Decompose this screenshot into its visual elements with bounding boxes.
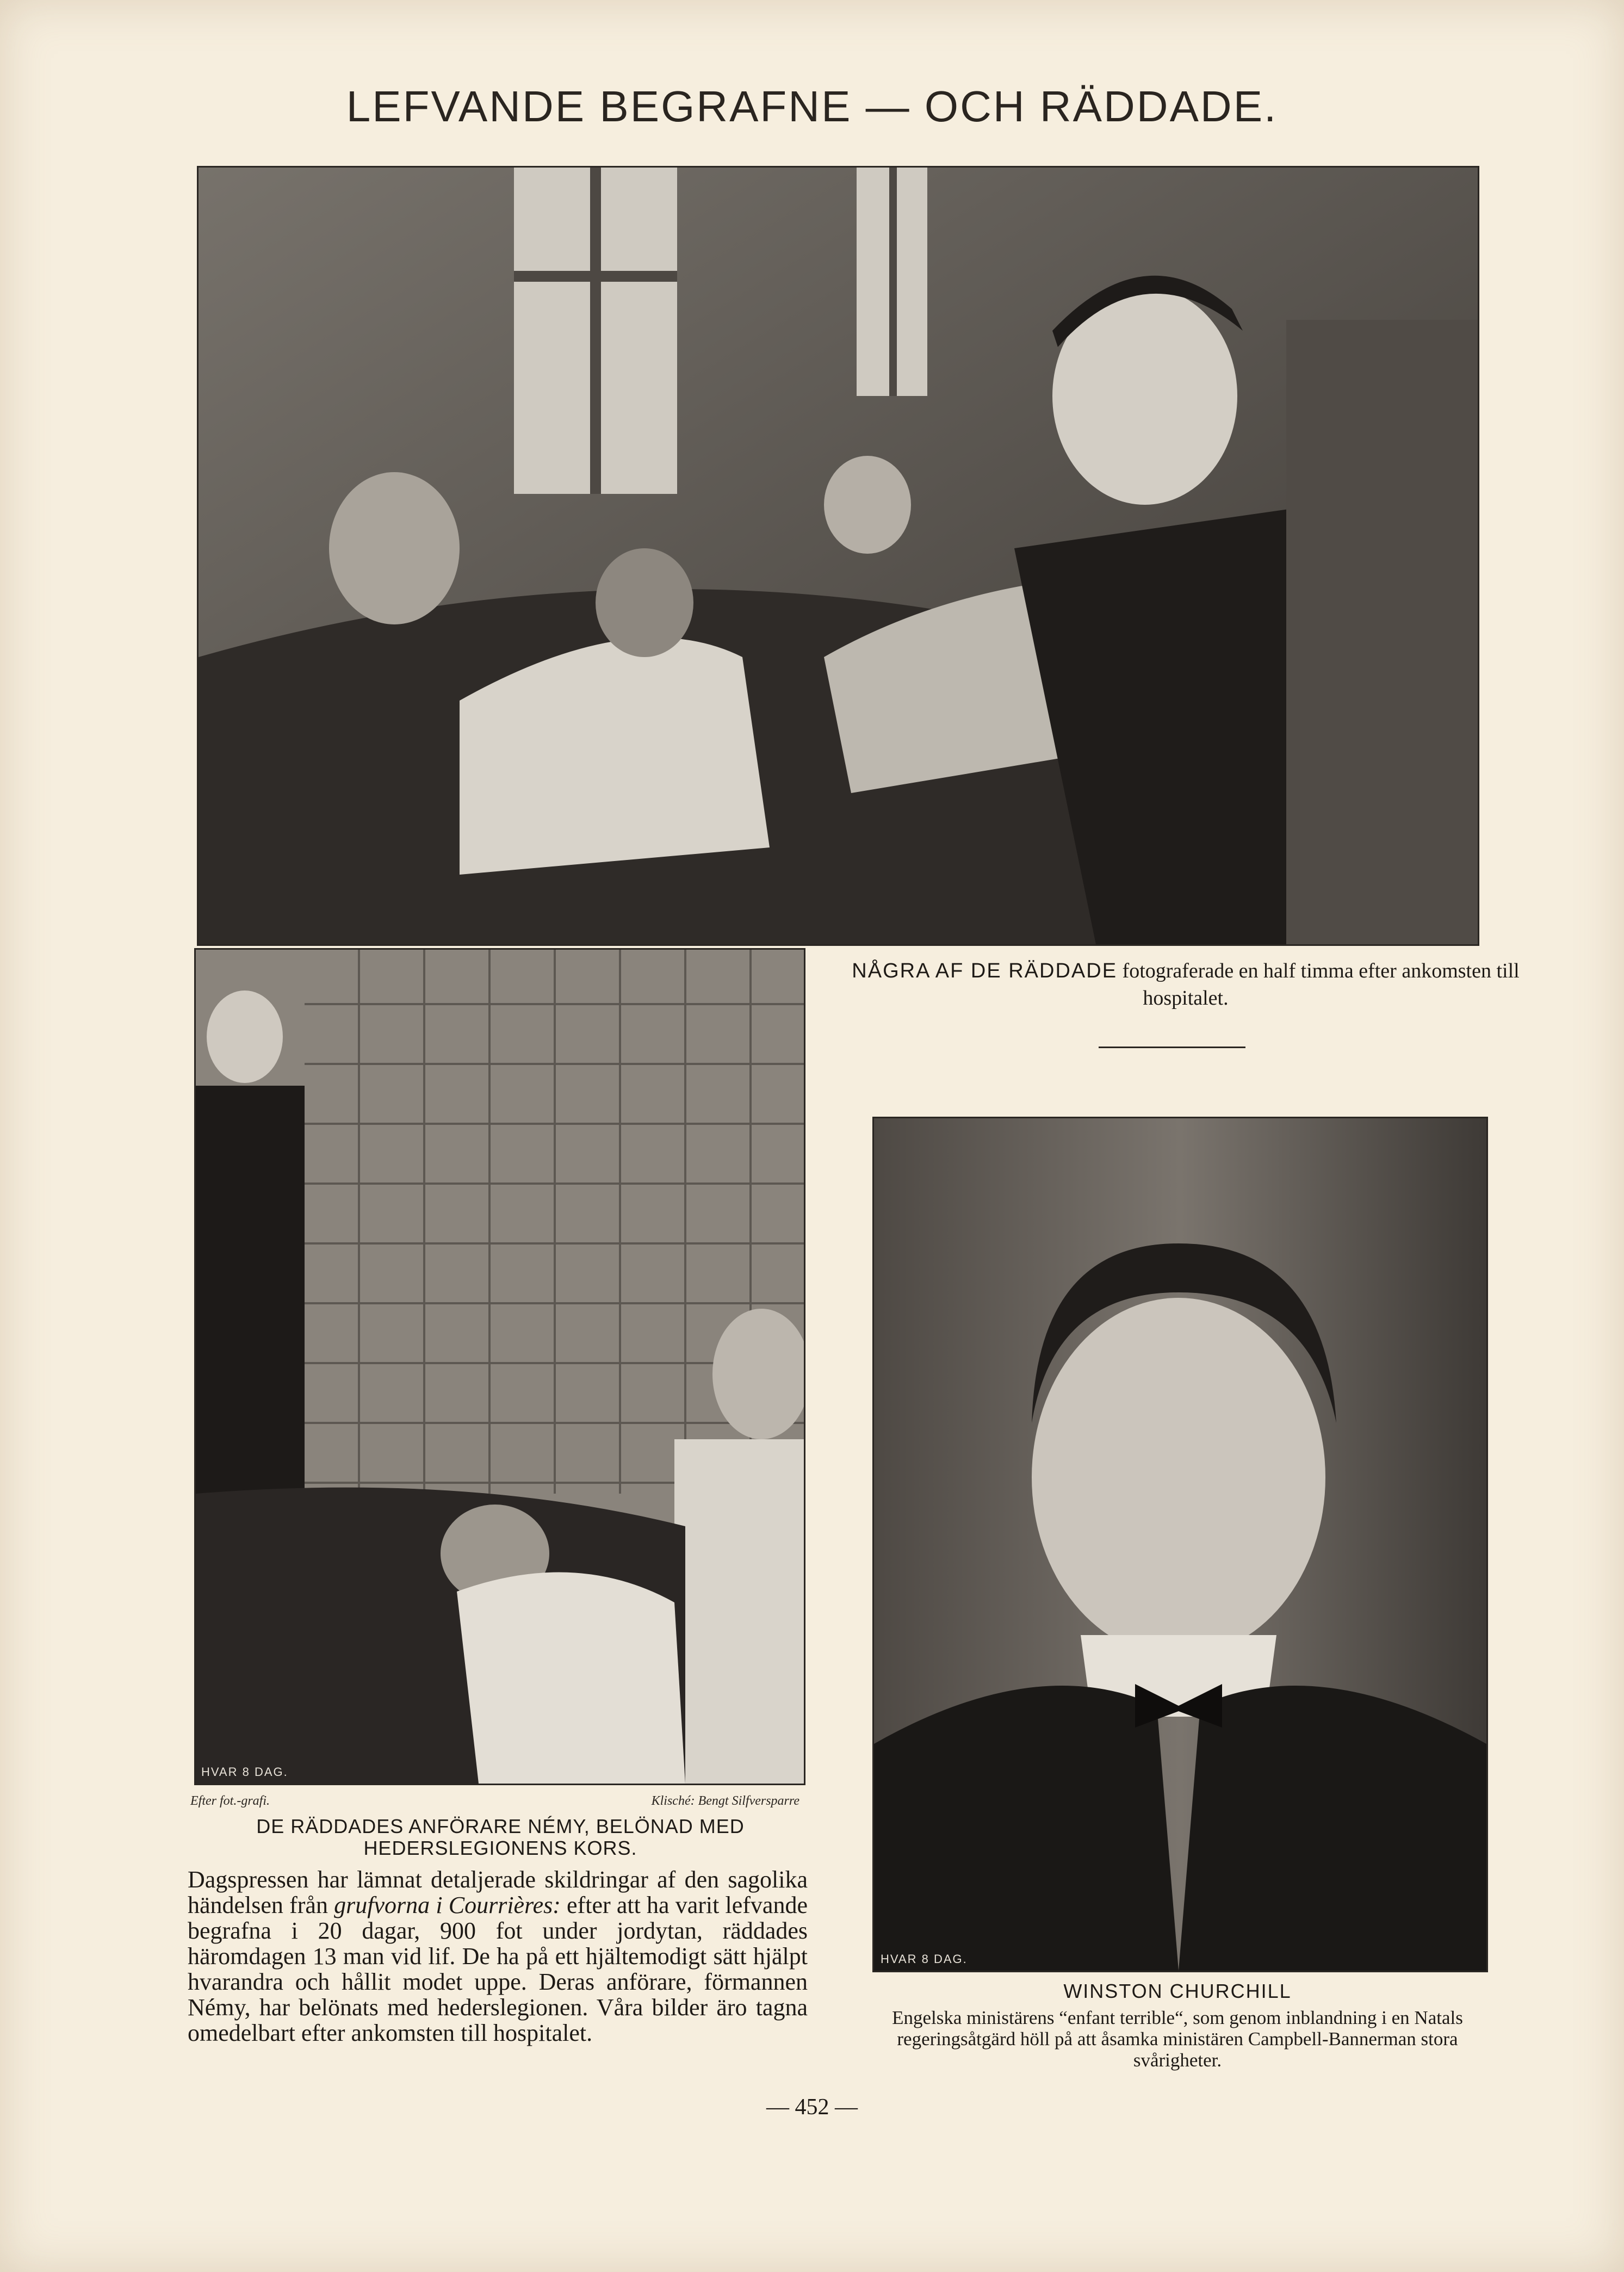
article-italic-place: grufvorna i Courrières: [334, 1892, 561, 1918]
caption-churchill-name: WINSTON CHURCHILL [1063, 1980, 1292, 2002]
article-part1: Dagspressen har lämnat detaljerade skildringar af den sagolika händelsen från [188, 1866, 808, 1918]
hospital-beds-photo-icon [199, 168, 1478, 944]
credit-photographer: Efter fot.-grafi. [190, 1794, 270, 1808]
credit-engraver: Klisché: Bengt Silfversparre [651, 1794, 799, 1808]
photo-rescued-miners-hospital [197, 166, 1479, 946]
article-body [188, 1867, 808, 2046]
caption-churchill-text: Engelska ministärens “enfant terrible“, som genom inblandning i en Natals regeringsåtgärd höll på att åsamka ministären Campbell-Bannerman stora svårigheter. [892, 2007, 1463, 2071]
photo-credit-inside-left: HVAR 8 DAG. [201, 1765, 288, 1779]
article-part2: efter att ha varit lefvande begrafna i 20 dagar, 900 fot under jordytan, räddades häromdagen 13 man vid lif. De ha på ett hjältemodigt sätt hjälpt hvarandra och hållit modet uppe. Deras anförare, förmannen Némy, har belönats med hederslegionen. Våra bilder äro tagna omedelbart efter ankomsten till hospitalet. [188, 1892, 808, 2046]
page-title: LEFVANDE BEGRAFNE — OCH RÄDDADE. [346, 82, 1278, 131]
caption-nemy: DE RÄDDADES ANFÖRARE NÉMY, BELÖNAD MED HEDERSLEGIONENS KORS. [256, 1815, 745, 1859]
caption-rescued [848, 957, 1523, 1012]
page-number: — 452 — [766, 2095, 858, 2120]
caption-rescued-lead: NÅGRA AF DE RÄDDADE [852, 959, 1118, 982]
divider-rule [1099, 1047, 1245, 1048]
caption-rescued-text: fotograferade en half timma efter ankomsten till hospitalet. [1122, 959, 1520, 1010]
photo-credit-inside-right: HVAR 8 DAG. [881, 1952, 968, 1966]
tiled-wall-photo-icon [196, 950, 804, 1784]
photo-winston-churchill [872, 1117, 1488, 1972]
photo-nemy-leader [194, 948, 805, 1785]
portrait-photo-icon [874, 1118, 1486, 1971]
